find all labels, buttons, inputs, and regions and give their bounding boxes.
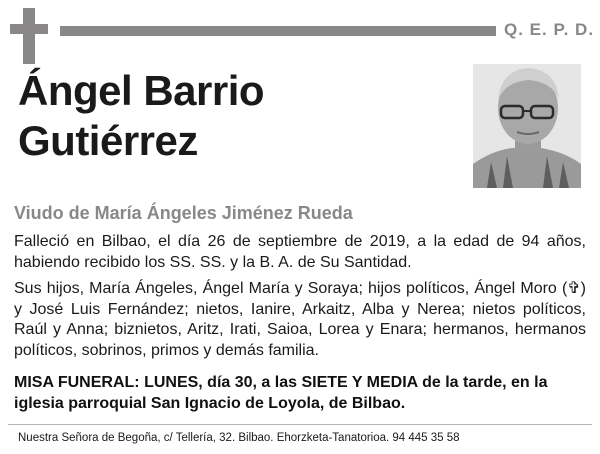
funeral-mass-paragraph: MISA FUNERAL: LUNES, día 30, a las SIETE Y MEDIA de la tarde, en la iglesia parroquial San Ignacio de Loyola, de Bilbao. (14, 374, 548, 412)
cross-icon (10, 8, 48, 64)
name-line-2: Gutiérrez (18, 117, 198, 164)
obituary-body (14, 232, 586, 367)
header-bar (60, 26, 496, 36)
footer-divider (8, 424, 592, 425)
death-paragraph: Falleció en Bilbao, el día 26 de septiembre de 2019, a la edad de 94 años, habiendo recibido los SS. SS. y la B. A. de Su Santidad. (14, 233, 586, 271)
portrait-photo (473, 64, 581, 188)
funeral-home-footer: Nuestra Señora de Begoña, c/ Tellería, 32. Bilbao. Ehorzketa-Tanatorioa. 94 445 35 58 (18, 432, 460, 444)
spouse-line: Viudo de María Ángeles Jiménez Rueda (14, 203, 353, 223)
qepd-label: Q. E. P. D. (504, 20, 595, 39)
name-line-1: Ángel Barrio (18, 67, 265, 114)
deceased-name (18, 66, 458, 166)
family-paragraph: Sus hijos, María Ángeles, Ángel María y Soraya; hijos políticos, Ángel Moro (✞) y José Luis Fernández; nietos, Ianire, Arkaitz, Alba y Nerea; nietos políticos, Raúl y Anna; biznietos, Aritz, Irati, Saioa, Lorea y Enara; hermanos, hermanos políticos, sobrinos, primos y demás familia. (14, 280, 586, 359)
